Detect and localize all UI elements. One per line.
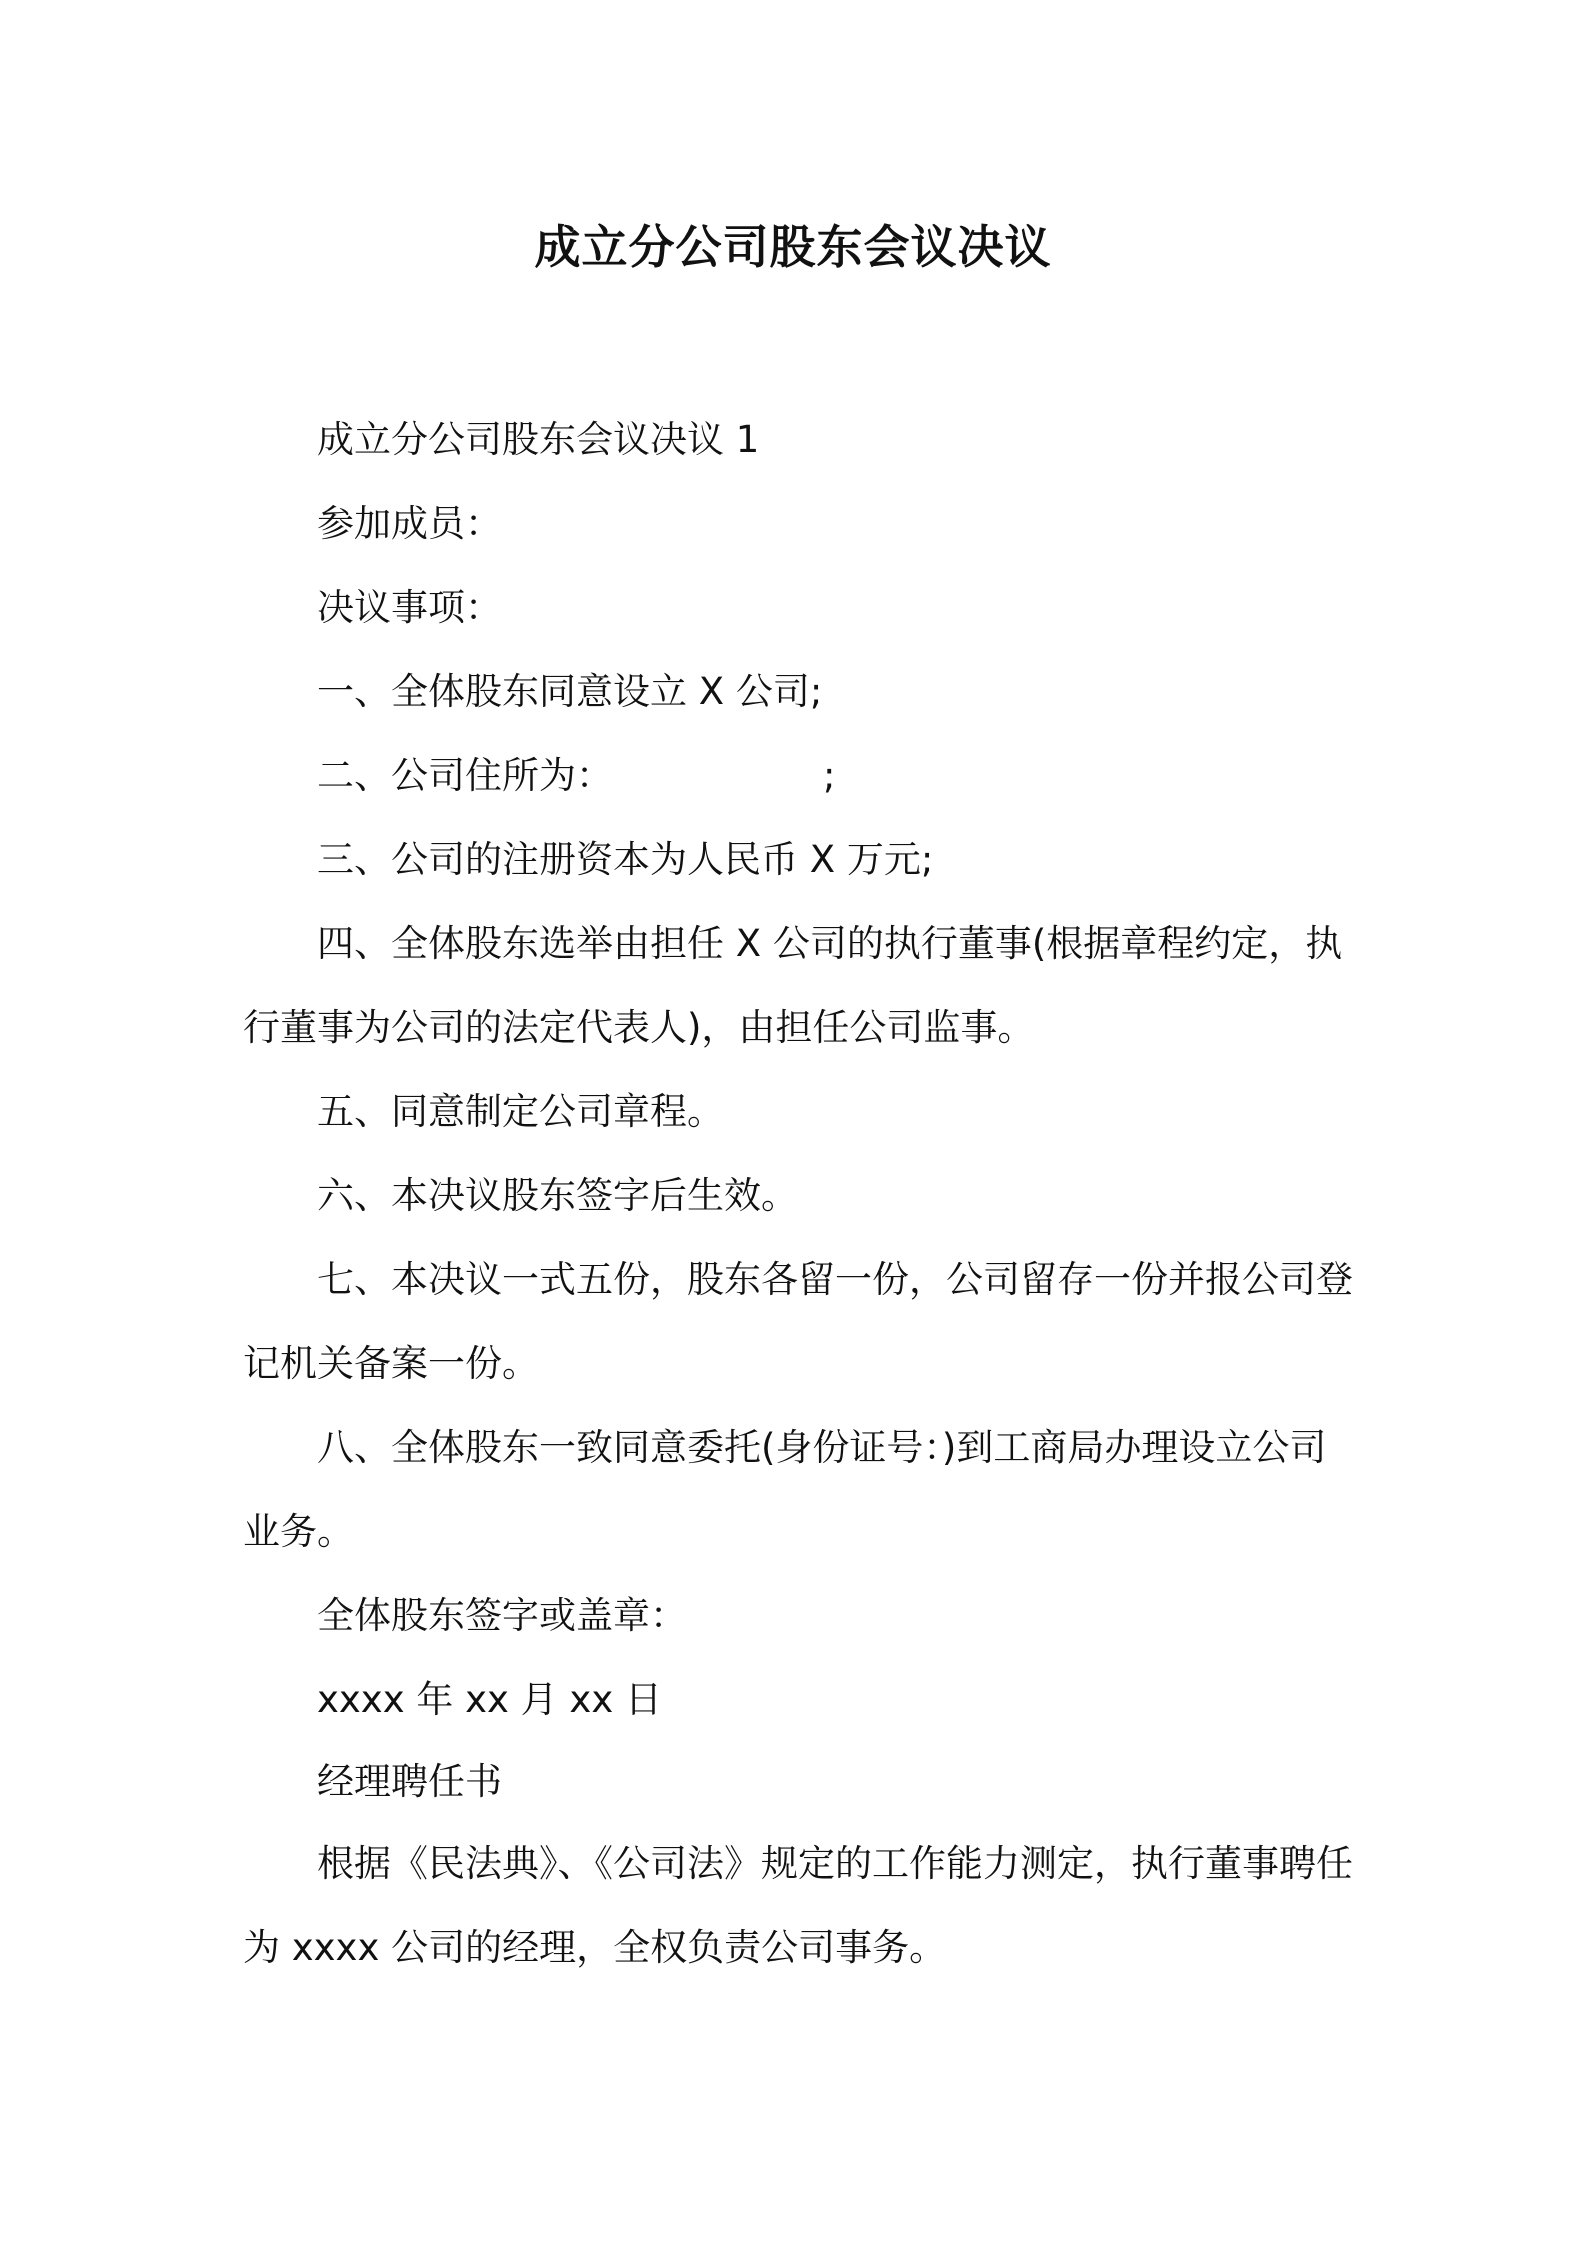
paragraph-item-2-end: ; [823, 754, 836, 797]
paragraph-item-4: 四、全体股东选举由担任 X 公司的执行董事(根据章程约定，执行董事为公司的法定代表人)，由担任公司监事。 [243, 922, 1343, 1049]
paragraph-appointment-heading: 经理聘任书 [317, 1760, 502, 1803]
document-title: 成立分公司股东会议决议 [534, 220, 1052, 274]
paragraph-item-8: 八、全体股东一致同意委托(身份证号：)到工商局办理设立公司业务。 [243, 1426, 1327, 1553]
document-body [243, 398, 1355, 1990]
paragraph-signature: 全体股东签字或盖章： [317, 1594, 687, 1637]
paragraph-item-5: 五、同意制定公司章程。 [317, 1090, 724, 1133]
paragraph-item-7: 七、本决议一式五份，股东各留一份，公司留存一份并报公司登记机关备案一份。 [243, 1258, 1353, 1385]
paragraph-item-2-label: 二、公司住所为： [317, 754, 613, 797]
paragraph-appointment-body: 根据《民法典》、《公司法》规定的工作能力测定，执行董事聘任为 xxxx 公司的经理，全权负责公司事务。 [243, 1842, 1353, 1969]
paragraph-item-1: 一、全体股东同意设立 X 公司; [317, 670, 823, 713]
paragraph-date: xxxx 年 xx 月 xx 日 [317, 1678, 662, 1721]
paragraph-item-2 [243, 734, 1355, 818]
paragraph-item-6: 六、本决议股东签字后生效。 [317, 1174, 798, 1217]
paragraph-heading: 成立分公司股东会议决议 1 [317, 418, 760, 461]
paragraph-resolution-items: 决议事项： [317, 586, 502, 629]
paragraph-participants: 参加成员： [317, 502, 502, 545]
paragraph-item-3: 三、公司的注册资本为人民币 X 万元; [317, 838, 934, 881]
